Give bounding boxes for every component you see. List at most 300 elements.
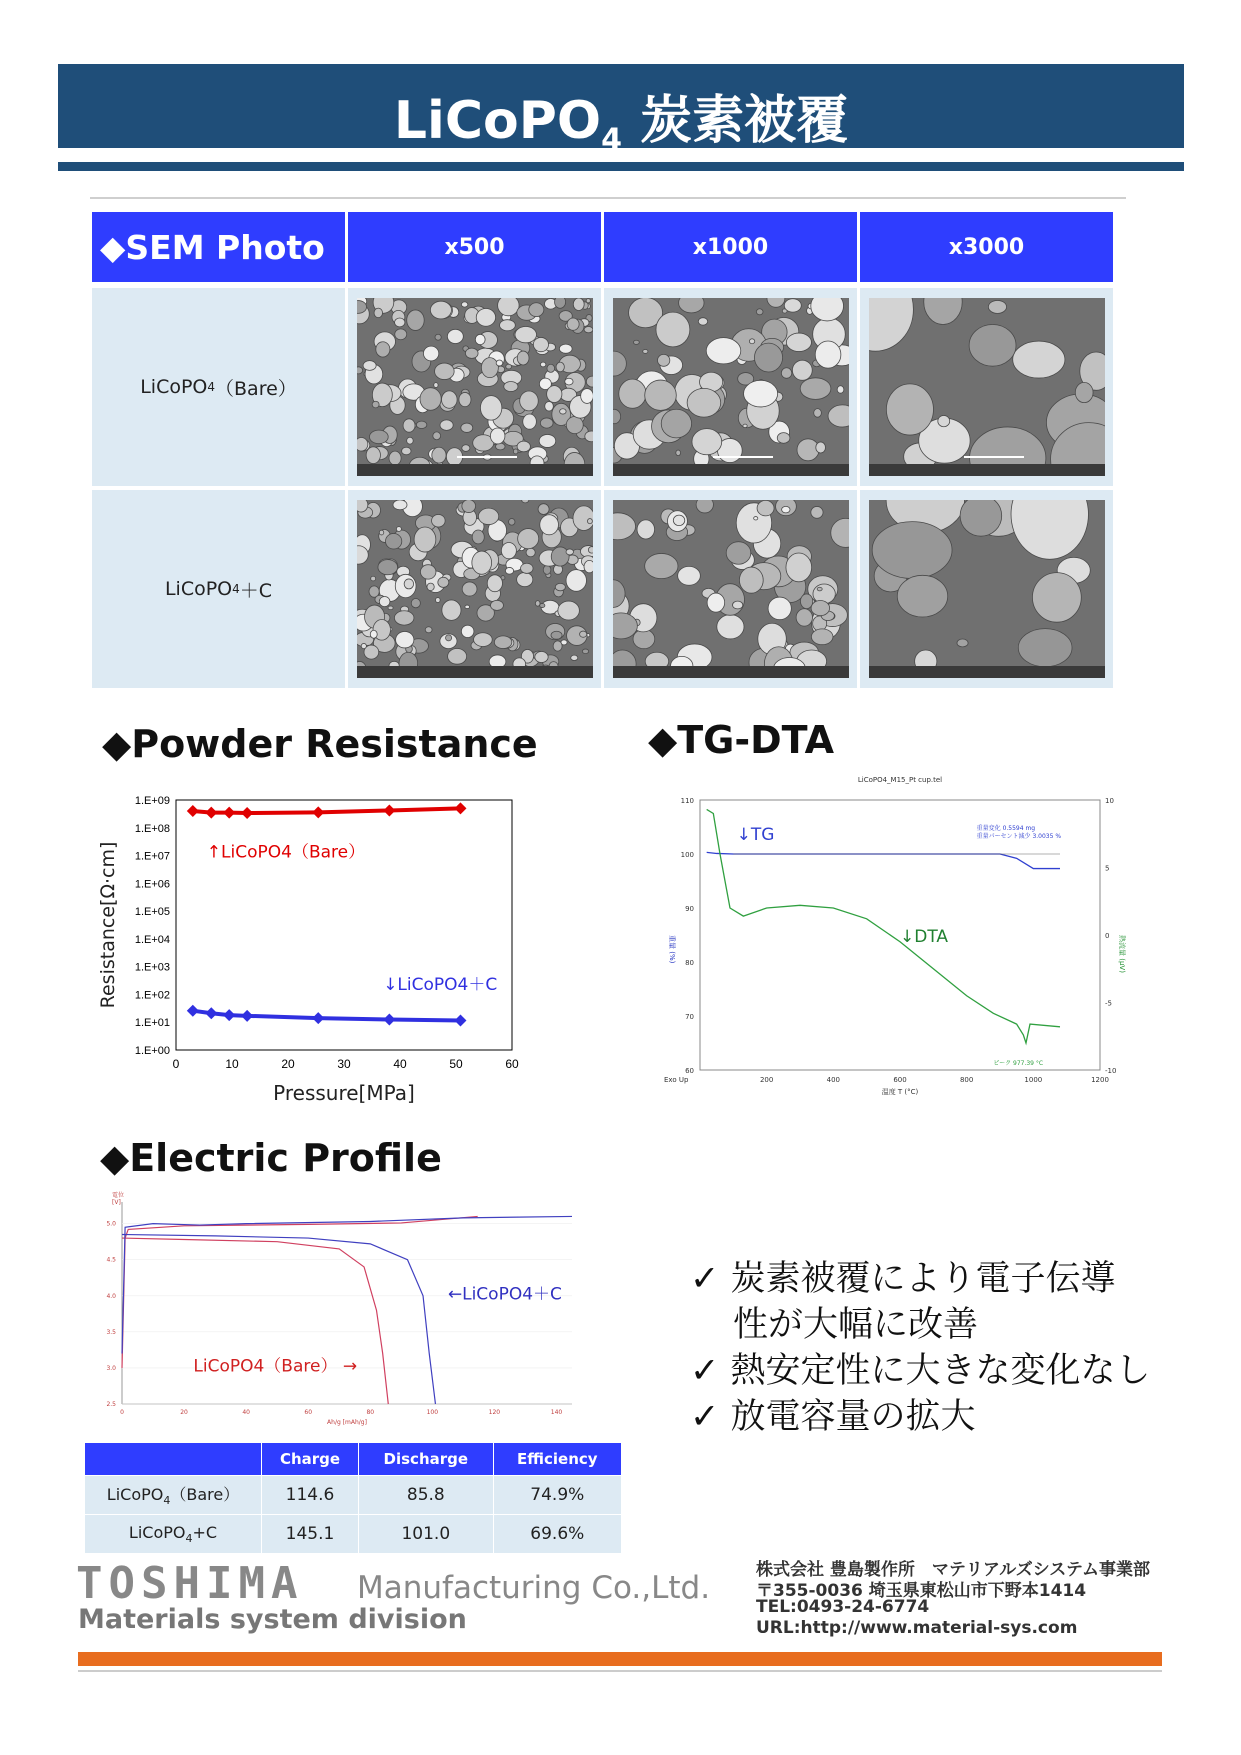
particle [717,615,744,639]
discharge-value: 101.0 [359,1515,494,1554]
row-label: LiCoPO$_4$+C [85,1515,262,1554]
y-right-tick-label: 10 [1105,797,1114,805]
particle [633,340,639,344]
particle [517,351,529,365]
particle [567,318,579,330]
particle [440,420,453,430]
tgdta-heading: ◆TG-DTA [648,718,835,762]
x-tick-label: 60 [304,1409,313,1416]
y-tick-label: 1.E+07 [134,850,170,863]
particle [1013,341,1065,378]
particle [371,576,376,581]
title-underline [58,162,1184,171]
particle [540,603,545,607]
charge-value: 145.1 [262,1515,359,1554]
particle [800,594,812,609]
sem-cell-bare-x3000 [860,288,1113,486]
particle [403,419,415,432]
sem-cell-bare-x500 [348,288,601,486]
particle [523,414,537,429]
particle [988,300,1006,313]
x-tick-label: 30 [337,1057,351,1071]
particle [571,655,578,660]
table-row [85,1515,622,1554]
particle [540,418,553,428]
particle [366,447,380,464]
particle [588,547,593,553]
x-tick-label: 1200 [1091,1076,1109,1084]
particle [706,338,741,364]
particle [517,572,533,586]
particle [465,348,478,358]
particle [395,318,405,327]
particle [411,599,420,608]
particle [447,329,463,343]
particle [533,337,548,351]
particle [678,566,701,585]
particle [372,401,379,408]
particle [733,601,743,609]
sem-image [613,500,849,678]
particle [797,439,819,461]
particle [442,600,461,620]
chart-title: LiCoPO4_M15_Pt cup.tel [857,776,943,784]
particle [673,515,684,525]
particle [500,320,516,331]
y-left-tick-label: 70 [685,1013,694,1021]
x-tick-label: 0 [172,1057,180,1071]
particle [698,318,707,325]
particle [817,587,822,591]
profile-table [84,1442,622,1554]
particle [465,605,470,608]
particle [459,392,471,406]
particle [556,362,564,372]
particle [474,633,493,647]
particle [461,302,467,307]
particle [402,447,411,455]
powder-resistance-chart [92,788,592,1118]
table-header-efficiency: Efficiency [493,1443,621,1476]
particle [480,396,501,420]
y-tick-label: 1.E+00 [134,1045,170,1057]
x-tick-label: 600 [893,1076,907,1084]
particle [462,445,470,452]
particle [481,358,498,378]
x-tick-label: 10 [225,1057,239,1071]
page-title: LiCoPO$_4$ 炭素被覆 [393,91,849,158]
particle [379,530,383,535]
y-right-axis-label: 熱流量 (μV) [1118,935,1126,973]
sem-image [613,298,849,476]
sem-row-label-bare: LiCoPO 4 （Bare） [92,288,345,486]
y-tick-label: 1.E+03 [134,961,170,974]
particle [540,515,559,535]
particle [420,565,436,579]
finding-3: ✓ 放電容量の拡大 [690,1397,976,1437]
company-tel: TEL:0493-24-6774 [756,1597,930,1617]
particle [676,450,681,456]
table-header-blank [85,1443,262,1476]
particle [560,409,567,414]
particle [435,598,440,603]
particle [501,543,516,559]
particle [555,298,566,308]
exo-label: Exo Up [664,1076,689,1084]
particle [938,415,950,426]
footer-bar [78,1652,1162,1666]
particle [378,560,398,575]
y-left-tick-label: 90 [685,905,694,913]
particle [420,388,441,411]
particle [739,567,763,593]
particle [687,388,721,417]
particle [619,379,646,408]
sem-row-label-c: LiCoPO 4 ＋C [92,490,345,688]
table-row [85,1476,622,1515]
sem-col-x3000: x3000 [860,212,1113,282]
particle [661,409,691,438]
particle [553,641,562,651]
particle [565,378,573,385]
peak-annotation: ピーク 977.39 °C [993,1060,1044,1067]
bare-series-label: LiCoPO4（Bare） → [193,1356,358,1377]
particle [707,593,725,612]
particle [369,430,388,444]
y-right-tick-label: -5 [1105,999,1112,1008]
y-tick-label: 1.E+04 [134,933,170,946]
sem-cell-c-x500 [348,490,601,688]
table-header-charge: Charge [262,1443,359,1476]
x-tick-label: 140 [550,1409,563,1416]
y-tick-label: 1.E+05 [134,906,170,919]
particle [584,326,593,332]
y-left-axis-label: 重量 (%) [668,935,676,964]
x-tick-label: 120 [488,1409,501,1416]
sem-col-x500: x500 [348,212,601,282]
x-tick-label: 40 [393,1057,407,1071]
particle [786,553,812,582]
particle [434,383,438,388]
x-axis-label: Ah/g [mAh/g] [327,1419,367,1426]
particle [416,421,426,428]
y-tick-label: 3.5 [106,1328,116,1336]
y-tick-label: 1.E+08 [134,822,170,835]
company-name: 株式会社 豊島製作所 マテリアルズシステム事業部 [756,1560,1151,1580]
sem-header: ◆SEM Photo [92,212,345,282]
particle [754,517,758,520]
brand-logo: TOSHIMA [76,1558,304,1609]
x-tick-label: 60 [505,1057,519,1071]
y-tick-label: 2.5 [106,1401,116,1408]
particle [475,334,485,344]
tg-annotation-1: 重量変化 0.5594 mg [976,825,1036,832]
particle [756,309,763,315]
y-axis-unit: 電位 [112,1192,125,1199]
y-axis-label: Resistance[Ω·cm] [97,841,119,1009]
particle [786,333,811,351]
particle [490,428,505,444]
particle [388,606,393,610]
particle [435,334,441,340]
particle [374,308,382,318]
particle [811,600,829,615]
particle [545,401,554,411]
particle [432,447,446,463]
particle [781,368,791,379]
particle [814,409,822,418]
x-axis-label: Pressure[MPa] [273,1081,415,1105]
sem-image [357,298,593,476]
particle [811,629,833,645]
particle [498,298,519,316]
particle [543,565,551,574]
particle [535,601,540,607]
particle [782,506,790,512]
particle [744,380,778,407]
particle [815,341,841,368]
particle [389,451,401,465]
y-tick-label: 1.E+01 [134,1017,170,1030]
particle [462,582,477,596]
particle [837,386,844,393]
particle [960,500,1002,536]
x-tick-label: 1000 [1024,1076,1043,1084]
sem-cell-c-x1000 [604,490,857,688]
particle [435,363,455,380]
particle [538,504,549,515]
particle [656,312,690,347]
particle [509,519,515,526]
particle [645,380,677,410]
particle [586,299,590,303]
x-tick-label: 20 [281,1057,295,1071]
particle [816,442,826,453]
particle [494,636,511,649]
company-address: 〒355-0036 埼玉県東松山市下野本1414 [756,1581,1087,1601]
particle [1032,573,1081,623]
company-url[interactable]: URL:http://www.material-sys.com [756,1618,1078,1638]
particle [580,631,587,637]
sem-cell-bare-x1000 [604,288,857,486]
y-tick-label: 4.0 [106,1292,116,1300]
particle [363,361,376,371]
particle [897,575,947,617]
brand-mfg: Manufacturing Co.,Ltd. [357,1570,711,1606]
particle [404,579,413,589]
electric-heading: ◆Electric Profile [100,1136,442,1180]
divider [90,197,1126,199]
tg-annotation-2: 重量パーセント減少 3.0035 % [976,833,1062,840]
particle [487,575,502,592]
particle [582,649,588,654]
particle [517,441,530,452]
particle [472,551,492,574]
particle [462,500,476,513]
particle [506,364,512,369]
particle [777,433,790,444]
particle [558,601,580,620]
x-tick-label: 400 [826,1076,841,1084]
particle [573,298,584,310]
x-tick-label: 800 [959,1076,974,1084]
sem-image [869,298,1105,476]
tg-label: ↓TG [736,825,775,845]
particle [566,417,583,434]
sem-image [869,500,1105,678]
particle [692,429,722,455]
y-axis-unit: [V] [112,1199,121,1206]
particle [496,360,503,366]
particle [476,308,495,326]
particle [370,630,377,638]
particle [520,391,539,411]
particle [957,639,968,647]
particle [581,389,593,404]
particle [540,362,545,367]
particle [357,367,363,374]
table-header-row [85,1443,622,1476]
particle [584,560,593,572]
particle [587,519,592,524]
y-left-tick-label: 100 [680,851,694,859]
particle [529,303,544,317]
particle [438,577,449,587]
y-right-tick-label: 0 [1105,932,1110,940]
footer-line [78,1670,1162,1672]
discharge-value: 85.8 [359,1476,494,1515]
particle [491,600,504,610]
x-tick-label: 200 [759,1076,774,1084]
particle [784,299,801,312]
particle [696,500,713,513]
particle [637,520,655,539]
finding-2: ✓ 熱安定性に大きな変化なし [690,1351,1151,1391]
particle [539,434,556,447]
tg-dta-chart [660,770,1140,1100]
bare-discharge-curve [122,1238,388,1404]
y-tick-label: 3.0 [106,1364,116,1372]
particle [478,508,498,524]
particle [395,329,407,340]
particle [658,354,670,366]
particle [393,500,407,510]
x-tick-label: 40 [242,1409,250,1416]
particle [566,549,573,555]
c-series-label: ↓LiCoPO4＋C [383,975,498,996]
particle [461,625,474,637]
x-tick-label: 0 [120,1409,124,1416]
particle [432,514,446,527]
y-tick-label: 1.E+06 [134,878,170,891]
particle [461,423,473,432]
particle [743,424,747,428]
finding-1: ✓ 炭素被覆により電子伝導 [690,1259,1116,1299]
particle [522,500,529,503]
particle [407,310,424,331]
particle [796,609,812,626]
particle [551,631,562,639]
bare-series-label: ↑LiCoPO4（Bare） [206,842,366,863]
y-tick-label: 1.E+02 [134,989,170,1002]
y-tick-label: 1.E+09 [134,795,170,807]
particle [442,391,458,408]
particle [385,533,401,549]
c-series-label: ←LiCoPO4＋C [447,1284,562,1305]
efficiency-value: 74.9% [493,1476,621,1515]
particle [504,381,518,391]
y-tick-label: 5.0 [106,1220,116,1228]
particle [430,301,451,319]
particle [886,384,933,435]
x-tick-label: 50 [449,1057,463,1071]
particle [800,378,831,400]
particle [448,649,467,665]
particle [472,530,484,544]
particle [757,500,774,515]
efficiency-value: 69.6% [493,1515,621,1554]
dta-label: ↓DTA [900,927,949,947]
particle [361,643,366,648]
particle [357,438,368,452]
particle [726,542,751,565]
particle [394,611,414,625]
particle [433,432,441,440]
particle [768,597,791,620]
particle [1075,382,1093,402]
particle [559,344,572,353]
row-label: LiCoPO$_4$（Bare） [85,1476,262,1515]
y-left-tick-label: 80 [685,959,694,967]
particle [969,324,1016,366]
particle [407,437,414,444]
particle [446,635,452,641]
particle [535,652,548,663]
table-header-discharge: Discharge [359,1443,494,1476]
y-right-tick-label: 5 [1105,864,1110,873]
particle [547,386,562,403]
particle [396,527,401,532]
y-right-tick-label: -10 [1105,1067,1117,1075]
particle [555,583,565,590]
particle [521,563,533,573]
particle [396,631,414,648]
x-tick-label: 20 [180,1409,188,1416]
particle [505,567,513,574]
particle [547,364,555,372]
x-tick-label: 100 [426,1409,439,1416]
electric-profile-chart [92,1190,572,1430]
particle [566,570,586,592]
sem-image [357,500,593,678]
particle [414,527,436,552]
particle [811,506,823,518]
particle [749,339,754,344]
particle [427,583,434,591]
particle [792,360,812,380]
y-left-tick-label: 110 [680,797,694,805]
particle [515,327,537,343]
y-tick-label: 4.5 [106,1256,116,1264]
particle [1018,629,1072,667]
particle [872,522,952,579]
particle [376,342,390,357]
particle [645,553,678,578]
particle [425,627,432,633]
sem-col-x1000: x1000 [604,212,857,282]
particle [379,597,390,607]
particle [643,350,648,354]
